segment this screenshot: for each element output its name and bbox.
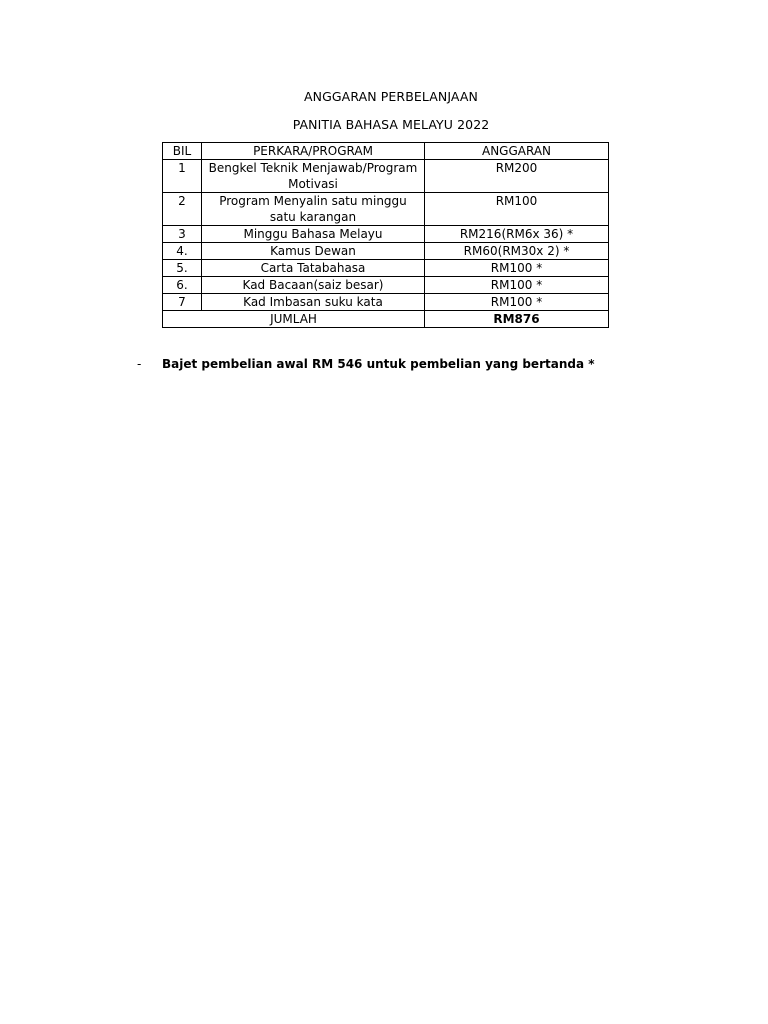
row-bil: 4. (163, 243, 202, 260)
row-amount: RM200 (425, 160, 609, 193)
total-label: JUMLAH (163, 311, 425, 328)
row-bil: 5. (163, 260, 202, 277)
row-amount: RM60(RM30x 2) * (425, 243, 609, 260)
row-amount: RM100 * (425, 277, 609, 294)
row-bil: 1 (163, 160, 202, 193)
row-amount: RM216(RM6x 36) * (425, 226, 609, 243)
table-row (163, 243, 609, 260)
row-amount: RM100 * (425, 294, 609, 311)
row-amount: RM100 (425, 193, 609, 226)
total-amount: RM876 (425, 311, 609, 328)
header-item: PERKARA/PROGRAM (202, 143, 425, 160)
row-item: Carta Tatabahasa (202, 260, 425, 277)
budget-note (137, 357, 595, 371)
row-bil: 2 (163, 193, 202, 226)
header-amount: ANGGARAN (425, 143, 609, 160)
row-item: Kamus Dewan (202, 243, 425, 260)
row-item: Minggu Bahasa Melayu (202, 226, 425, 243)
row-item: Kad Bacaan(saiz besar) (202, 277, 425, 294)
row-bil: 3 (163, 226, 202, 243)
table-row (163, 260, 609, 277)
header-bil: BIL (163, 143, 202, 160)
row-item: Bengkel Teknik Menjawab/Program Motivasi (202, 160, 425, 193)
total-row (163, 311, 609, 328)
table-header-row (163, 143, 609, 160)
table-row (163, 277, 609, 294)
note-text: Bajet pembelian awal RM 546 untuk pembelian yang bertanda * (162, 357, 595, 371)
budget-table (162, 142, 609, 328)
table-row (163, 294, 609, 311)
bullet-dash: - (137, 357, 142, 371)
row-item: Kad Imbasan suku kata (202, 294, 425, 311)
table-row (163, 160, 609, 193)
table-row (163, 226, 609, 243)
row-item: Program Menyalin satu minggu satu karangan (202, 193, 425, 226)
document-subtitle: PANITIA BAHASA MELAYU 2022 (292, 117, 490, 132)
row-bil: 6. (163, 277, 202, 294)
document-title: ANGGARAN PERBELANJAAN (304, 89, 478, 104)
row-amount: RM100 * (425, 260, 609, 277)
table-row (163, 193, 609, 226)
row-bil: 7 (163, 294, 202, 311)
